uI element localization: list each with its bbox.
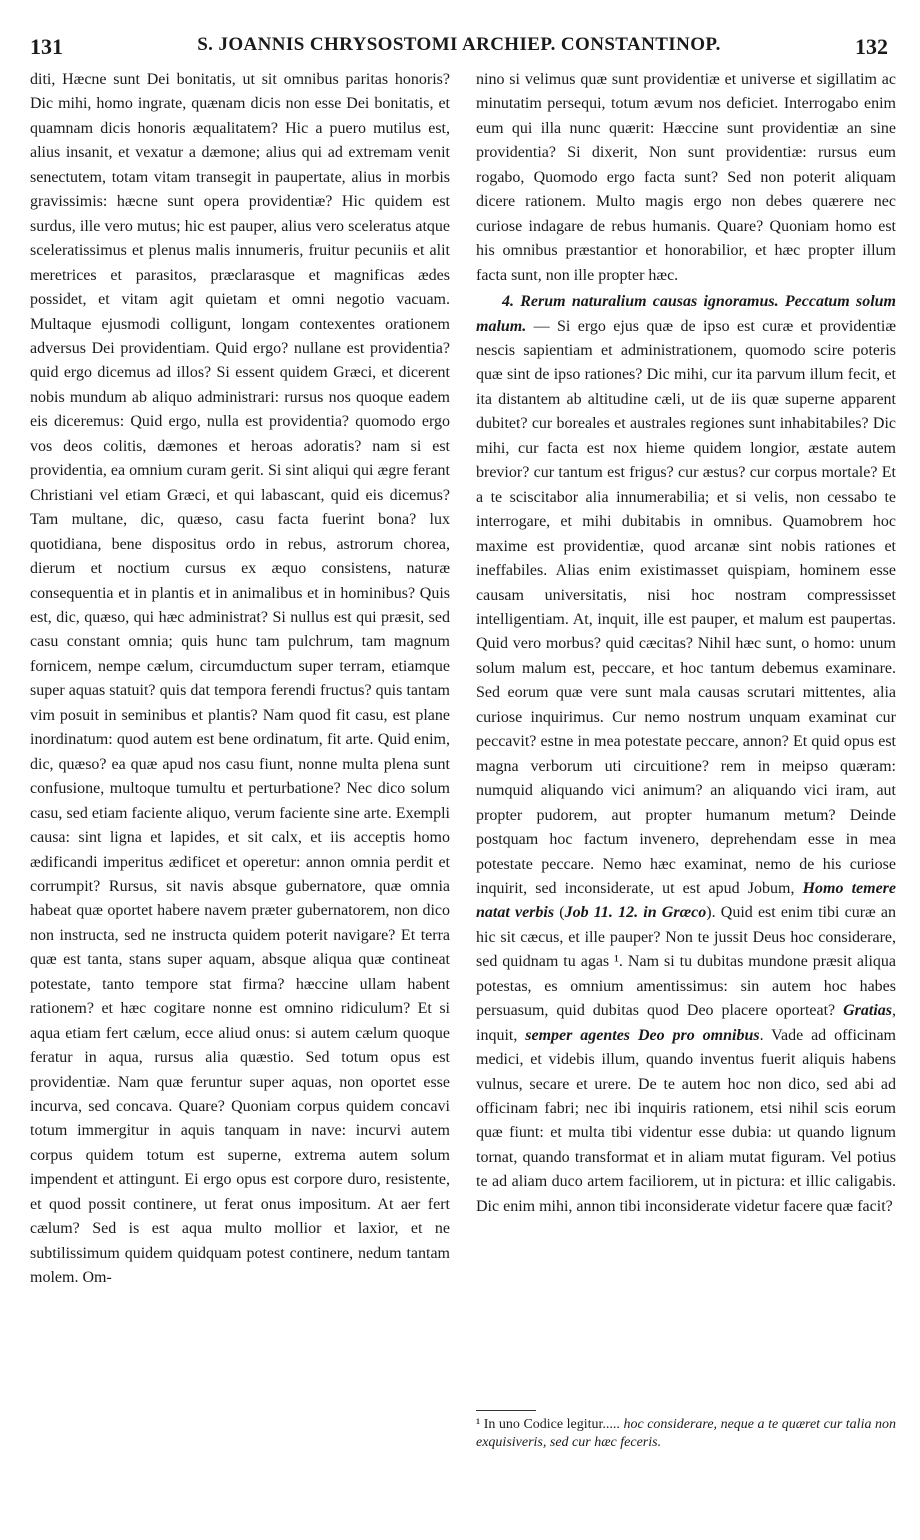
ref-open: ( (554, 904, 565, 922)
paragraph-text-b: ). Quid est enim tibi curæ an hic sit cæcus, et ille pauper? Non te jussit Deus hoc considerare, sed quidnam tu agas ¹. Nam si tu dubitas mundone præsit aliqua potestas, es omnium amentissimus: sin autem hoc habes persuasum, quid dubitas quod Deo placere oporteat? (476, 904, 897, 1020)
right-paragraph-2 (476, 290, 896, 1219)
footnote-italic: hoc considerare, neque a te quæret cur talia non exquisiveris, sed cur hæc feceris. (476, 1417, 896, 1450)
scripture-reference: Job 11. 12. in Græco (564, 904, 707, 922)
left-column (30, 68, 450, 1291)
section-number: 4. (502, 293, 514, 311)
footnote-rule (476, 1410, 536, 1411)
footnote (476, 1416, 896, 1452)
quote-gratias: Gratias (843, 1002, 892, 1020)
right-column (476, 68, 896, 1219)
footnote-marker: ¹ (476, 1417, 481, 1432)
quote-semper: semper agentes Deo pro omnibus (525, 1026, 760, 1044)
page-number-right: 132 (855, 34, 888, 59)
page-number-left: 131 (30, 34, 63, 59)
paragraph-text-a: — Si ergo ejus quæ de ipso est curæ et providentiæ nescis sapientiam et administrationem, quomodo scire poteris quæ sint de ipso rationes? Dic mihi, cur ita parvum illum fecit, et ita distantem ab altitudine cæli, ut de iis quæ superne apparent dubitet? cur boreales et australes regiones sunt inhabitabiles? Dic mihi, cur facta est nox hieme quidem longior, æstate autem brevior? cur tantum est frigus? cur æstus? cur corpus mortale? Et a te sciscitabor alia innumerabilia; et si velis, non cessabo te interrogare, et mihi dubitabis in omnibus. Quamobrem hoc maxime est providentiæ, quod arcanæ sint nobis rationes et ineffabiles. Alias enim existimasset quispiam, hominem esse causam universitatis, nisi hoc nostram compressisset intelligentiam. At, inquit, ille est pauper, et malum est paupertas. Quid vero morbus? quid cæcitas? Nihil hæc sunt, o homo: unum solum malum est, peccare, et hoc tantum debemus examinare. Sed eorum quæ vere sunt mala causas scrutari mittentes, alia curiose inquirimus. Cur nemo nostrum unquam examinat cur peccavit? estne in mea potestate peccare, annon? Et quid opus est magna verborum uti circuitione? rem in meipso quæram: numquid aliquando vici animum? an aliquando vici iram, aut propter pudorem, aut propter humanum metum? Deinde postquam hoc factum invenero, deprehendam esse in mea potestate peccare. Nemo hæc examinat, nemo de his curiose inquirit, sed inconsiderate, ut est apud Jobum, (476, 317, 896, 897)
quote-job: Homo temere natat verbis (476, 879, 896, 922)
footnote-text: In uno Codice legitur..... (480, 1417, 624, 1432)
section-heading: Rerum naturalium causas ignoramus. Peccatum solum malum. (476, 293, 896, 335)
running-header (30, 34, 888, 64)
left-column-text: diti, Hæcne sunt Dei bonitatis, ut sit omnibus paritas honoris? Dic mihi, homo ingrate, quænam dicis non esse Dei bonitatis, et quamnam dicis honoris æqualitatem? Hic a puero mutilus est, alius insanit, et vexatur a dæmone; alius qui ad extremam venit senectutem, totam vitam transegit in paupertate, alius in morbis gravissimis: hæcne sunt opera providentiæ? Hic quidem est surdus, ille vero mutus; hic est pauper, alius vero sceleratus atque sceleratissimus et plenus malis innumeris, fruitur pecuniis et alit meretrices et parasitos, præclarasque et magnificas ædes possidet, et vitam agit quietam et omni negotio vacuam. Multaque ejusmodi colligunt, longam contexentes orationem adversus Dei providentiam. Quid ergo? nullane est providentia? quid ergo dicemus ad illos? Si essent quidem Græci, et dicerent nobis mundum ab aliquo administrari: rursus nos quoque eadem eis diceremus: Quid ergo, nulla est providentia? quomodo ergo vos deos colitis, dæmones et heroas adoratis? nam si est providentia, ea omnium curam gerit. Si sint aliqui qui ægre ferant Christiani vel etiam Græci, et qui labascant, quid eis dicemus? Tam multane, dic, quæso, casu facta fuerint bona? lux quotidiana, bene dispositus ordo in rebus, astrorum chorea, dierum et noctium cursus ex æquo consistens, naturæ consequentia et in plantis et in animalibus et in hominibus? Quis est, dic, quæso, qui hæc administrat? Si nullus est qui præsit, sed casu constant omnia; quis hunc tam pulchrum, tam magnum fornicem, nempe cælum, circumductum super terram, etiamque super aquas statuit? quis dat tempora ferendi fructus? quis tantam vim posuit in seminibus et plantis? Nam quod fit casu, est plane inordinatum: quod autem est bene ordinatum, fit arte. Quid enim, dic, quæso? ea quæ apud nos casu fiunt, nonne multa plena sunt confusione, multoque tumultu et perturbatione? Nec dico solum casu, sed etiam faciente aliquo, verum faciente sine arte. Exempli causa: sint ligna et lapides, et sit calx, et iis acceptis homo ædificandi imperitus ædificet et operetur: annon omnia perdit et corrumpit? Rursus, sit navis absque gubernatore, quæ omnia habeat quæ oportet habere navem præter gubernatorem, non dico non instructa, sed ne instructa quidem poterit navigare? Et terra quæ est tanta, stans super aquam, absque aliqua quæ contineat potestate, tanto tempore stat firma? hæccine ullam habent rationem? et hæc cogitare nonne est omnino ridiculum? Et si aqua etiam fert cælum, ecce aliud onus: si autem cælum quoque feratur in aqua, rursus alia quæstio. Sed totum opus est providentiæ. Nam quæ feruntur super aquas, non oportet esse incurva, sed concava. Quare? Quoniam corpus quidem concavi totum immergitur in aquis tanquam in nave: incurvi autem corpus quidem totum est superne, extrema autem solum impendent et attingunt. Ei ergo opus est corpore duro, resistente, et quod possit continere, ut ferat onus impositum. At aer fert cælum? Sed is est aqua multo mollior et laxior, et ne subtilissimum quidem quidquam potest continere, nedum tantam molem. Om- (30, 71, 450, 1287)
running-title: S. JOANNIS CHRYSOSTOMI ARCHIEP. CONSTANTINOP. (197, 34, 721, 55)
paragraph-text-d: . Vade ad officinam medici, et videbis illum, quando inventus fuerit aliquis habens vulnus, secare et urere. De te autem hoc non dico, sed abi ad officinam fabri; nec ibi inquiris rationem, etsi nihil scis eorum quæ fiunt: et multa tibi videntur esse dubia: ut quando lignum tornat, quando transformat et in aliam mutat figuram. Vel potius te ad aliam duco artem faciliorem, ut in pictura: et illic caligabis. Dic enim mihi, annon tibi inconsiderate videtur facere quæ facit? (476, 1026, 896, 1215)
right-paragraph-1: nino si velimus quæ sunt providentiæ et universe et sigillatim ac minutatim persequi, totum ævum nos deficiet. Interrogabo enim eum qui illa nunc quærit: Hæccine sunt providentiæ an sine providentia? Si dixerit, Non sunt providentiæ: rursus eum rogabo, Quomodo ergo facta sunt? Sed non poterit aliquam dicere rationem. Multo magis ergo non debes quærere nec curiose indagare de rebus humanis. Quare? Quoniam homo est his omnibus præstantior et honorabilior, et hæc propter illum facta sunt, non ille propter hæc. (476, 71, 896, 284)
paragraph-text-c: , inquit, (476, 1002, 896, 1044)
